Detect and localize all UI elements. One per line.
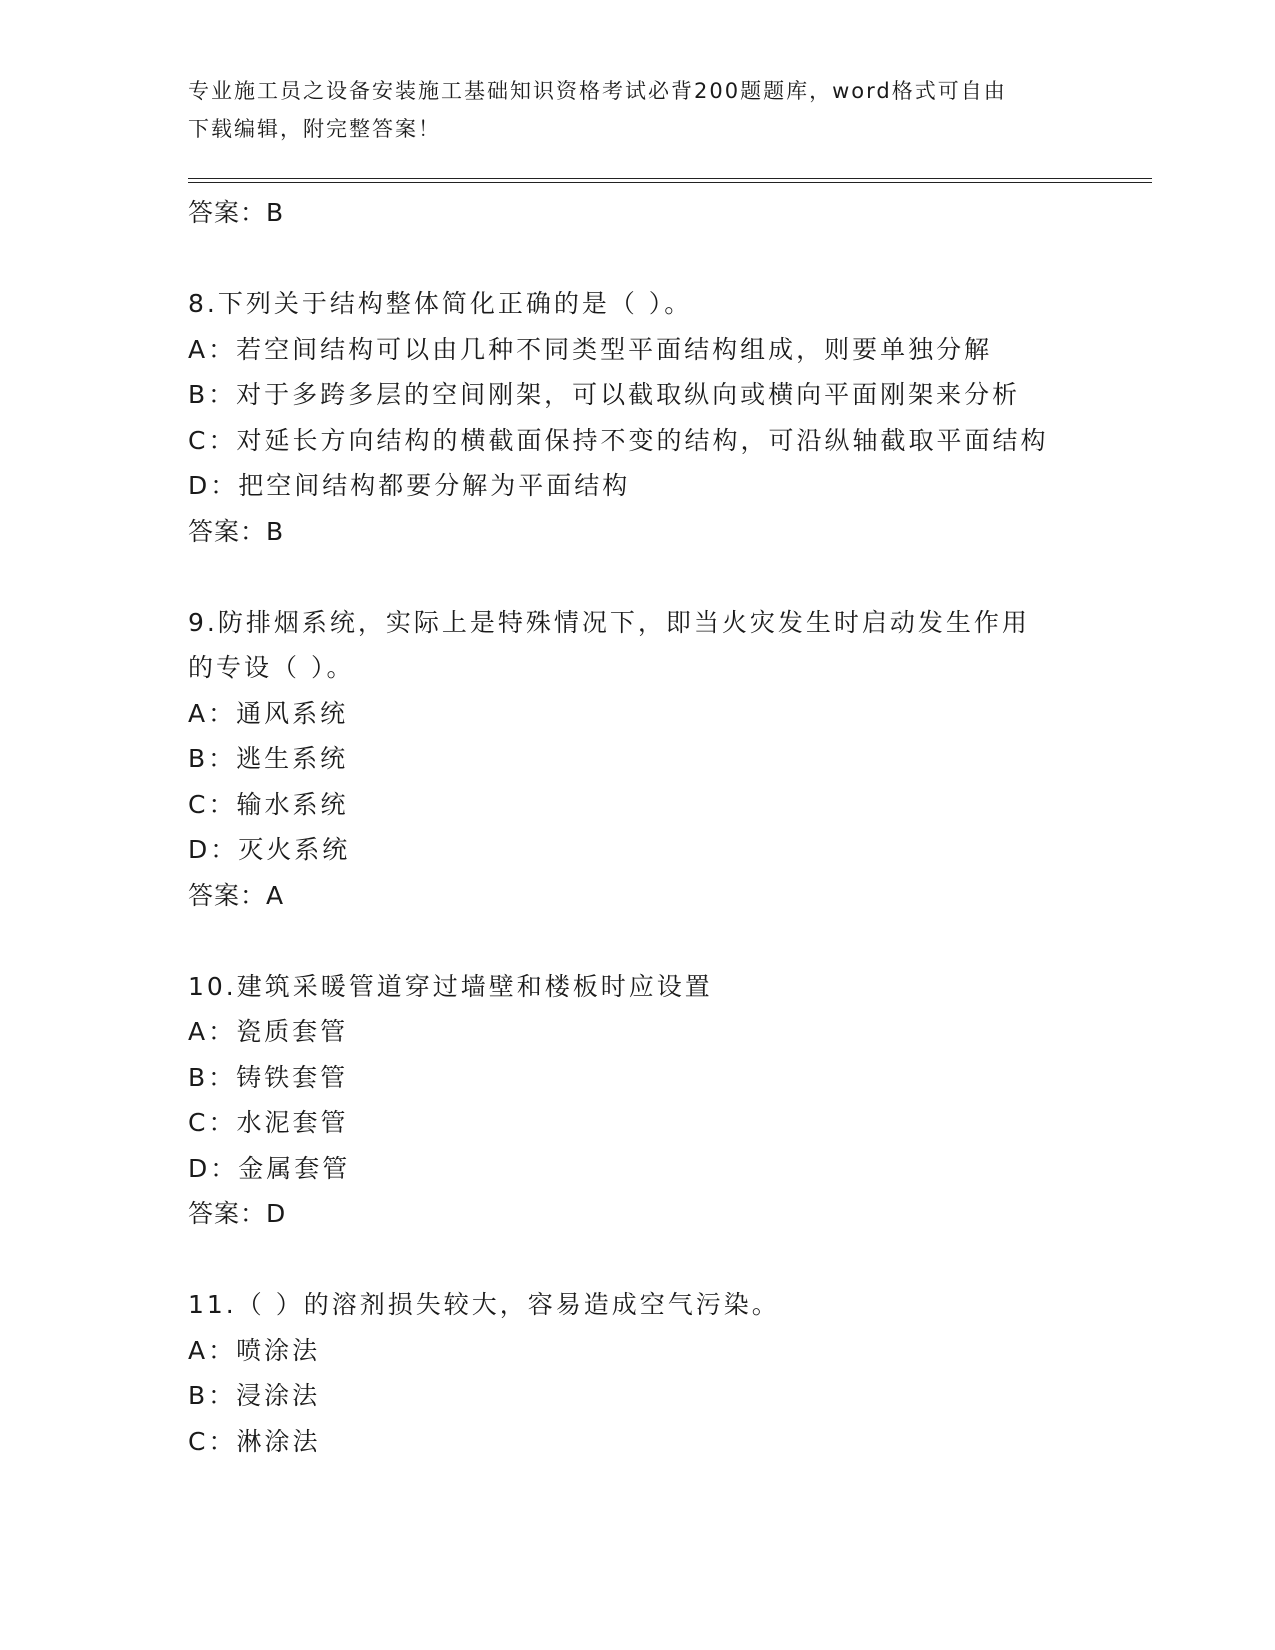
answer-line: 答案：B — [188, 198, 285, 227]
option-d: D：金属套管 — [188, 1153, 351, 1183]
spacer — [188, 236, 1152, 282]
document-header — [188, 72, 1088, 148]
option-a: A：若空间结构可以由几种不同类型平面结构组成，则要单独分解 — [188, 334, 993, 364]
option-a: A：瓷质套管 — [188, 1017, 349, 1046]
question-block — [188, 281, 1152, 554]
spacer — [188, 1237, 1152, 1283]
option-d: D：把空间结构都要分解为平面结构 — [188, 471, 631, 500]
option-c: C：对延长方向结构的横截面保持不变的结构，可沿纵轴截取平面结构 — [188, 425, 1049, 455]
question-stem: 10.建筑采暖管道穿过墙壁和楼板时应设置 — [188, 971, 713, 1001]
question-stem: 9.防排烟系统，实际上是特殊情况下，即当火灾发生时启动发生作用 — [188, 607, 1030, 637]
answer-line: 答案：D — [188, 1199, 287, 1228]
spacer — [188, 918, 1152, 964]
option-c: C：淋涂法 — [188, 1426, 321, 1456]
question-block — [188, 600, 1152, 919]
option-b: B：浸涂法 — [188, 1381, 321, 1410]
question-stem: 8.下列关于结构整体简化正确的是（ ）。 — [188, 289, 693, 318]
option-c: C：输水系统 — [188, 789, 349, 819]
option-d: D：灭火系统 — [188, 835, 351, 864]
answer-line: 答案：B — [188, 516, 285, 546]
question-stem: 11.（ ）的溶剂损失较大，容易造成空气污染。 — [188, 1290, 780, 1319]
header-divider — [188, 178, 1152, 183]
option-a: A：通风系统 — [188, 698, 349, 728]
option-c: C：水泥套管 — [188, 1108, 349, 1137]
answer-line: 答案：A — [188, 880, 285, 910]
header-line-1: 专业施工员之设备安装施工基础知识资格考试必背200题题库，word格式可自由 — [188, 79, 1007, 103]
option-b: B：逃生系统 — [188, 744, 349, 773]
option-b: B：对于多跨多层的空间刚架，可以截取纵向或横向平面刚架来分析 — [188, 380, 1021, 409]
option-a: A：喷涂法 — [188, 1335, 321, 1365]
option-b: B：铸铁套管 — [188, 1062, 349, 1092]
question-list — [188, 190, 1152, 1464]
spacer — [188, 554, 1152, 600]
question-stem-continued: 的专设（ ）。 — [188, 653, 355, 682]
question-block — [188, 964, 1152, 1237]
question-block — [188, 1282, 1152, 1464]
header-line-2: 下载编辑，附完整答案！ — [188, 117, 441, 141]
